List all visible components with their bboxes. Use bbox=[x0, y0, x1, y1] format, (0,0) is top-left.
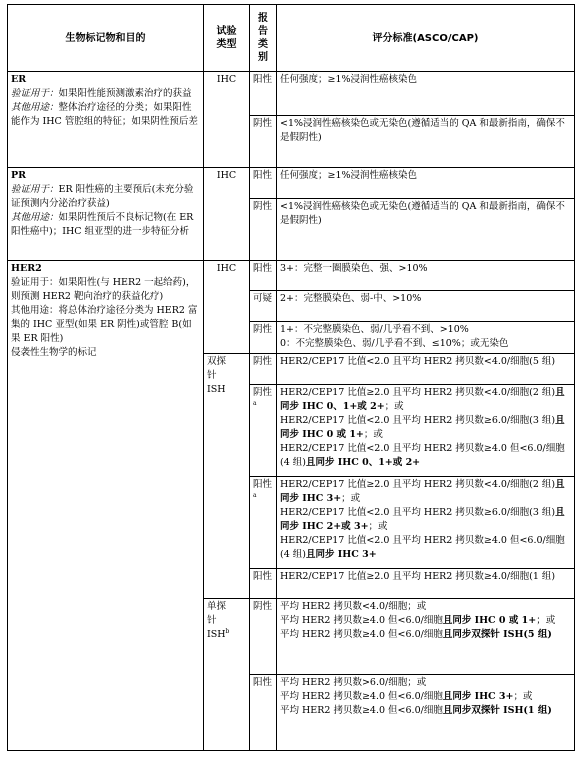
footnote-b-marker: b bbox=[225, 627, 230, 635]
pr-biomarker-cell bbox=[8, 168, 204, 261]
her2-dual-negative-criteria: HER2/CEP17 比值<2.0 且平均 HER2 拷贝数<4.0/细胞(5 组) bbox=[277, 354, 575, 385]
her2-biomarker-cell bbox=[8, 261, 204, 751]
pr-other-label: 其他用途： bbox=[11, 212, 59, 223]
her2-dual-positive-label: 阳性 bbox=[250, 569, 277, 599]
her2-other-text: 其他用途：将总体治疗途径分类为 HER2 富集的 IHC 亚型(如果 ER 阴性)或管腔 B(如果 ER 阳性) bbox=[11, 305, 198, 344]
header-biomarker: 生物标记物和目的 bbox=[8, 5, 204, 72]
pr-negative-label: 阴性 bbox=[250, 199, 277, 261]
her2-name: HER2 bbox=[11, 263, 42, 274]
her2-ihc-positive-criteria: 3+：完整一圈膜染色、强、>10% bbox=[277, 261, 575, 291]
her2-ihc-negative-line1: 1+：不完整膜染色、弱/几乎看不到、>10% bbox=[280, 324, 469, 335]
pr-positive-criteria: 任何强度；≥1%浸润性癌核染色 bbox=[277, 168, 575, 199]
er-other-label: 其他用途： bbox=[11, 102, 59, 113]
pr-method: IHC bbox=[204, 168, 250, 261]
her2-single-negative-criteria: 平均 HER2 拷贝数<4.0/细胞；或 平均 HER2 拷贝数≥4.0 但<6.0/细胞且同步 IHC 0 或 1+；或 平均 HER2 拷贝数≥4.0 但<6.0/细胞且同步双探针 ISH(5 组) bbox=[277, 599, 575, 675]
er-positive-criteria: 任何强度；≥1%浸润性癌核染色 bbox=[277, 72, 575, 116]
her2-ihc-method: IHC bbox=[204, 261, 250, 354]
her2-dual-ish-method: 双探 针 ISH bbox=[204, 354, 250, 599]
her2-ihc-equivocal-label: 可疑 bbox=[250, 291, 277, 322]
header-criteria: 评分标准(ASCO/CAP) bbox=[277, 5, 575, 72]
pr-validated-label: 验证用于： bbox=[11, 184, 59, 195]
er-other-text: 整体治疗途径的分类；如果阳性能作为 IHC 管腔组的特征；如果阴性预后差 bbox=[11, 102, 198, 127]
her2-ihc-negative-line2: 0：不完整膜染色、弱/几乎看不到、≤10%；或无染色 bbox=[280, 338, 509, 349]
her2-single-negative-label: 阴性 bbox=[250, 599, 277, 675]
biomarker-scoring-table bbox=[7, 4, 575, 751]
her2-dual-positive-b-label: 阳性$^a$ bbox=[250, 477, 277, 569]
table-header-row bbox=[8, 5, 575, 72]
footnote-a-marker: a bbox=[253, 399, 257, 407]
er-validated-text: 如果阳性能预测激素治疗的获益 bbox=[58, 88, 192, 99]
pr-other-text: 如果阴性预后不良标记物(在 ER 阳性癌中)；IHC 组亚型的进一步特征分析 bbox=[11, 212, 194, 237]
her2-validated-text: 验证用于：如果阳性(与 HER2 一起给药)，则预测 HER2 靶向治疗的获益化疗) bbox=[11, 277, 196, 302]
er-row-positive bbox=[8, 72, 575, 116]
her2-single-positive-criteria: 平均 HER2 拷贝数>6.0/细胞；或 平均 HER2 拷贝数≥4.0 但<6.0/细胞且同步 IHC 3+；或 平均 HER2 拷贝数≥4.0 但<6.0/细胞且同步双探针 ISH(1 组) bbox=[277, 675, 575, 751]
footnote-a-marker: a bbox=[253, 491, 257, 499]
her2-dual-positive-b-criteria: HER2/CEP17 比值≥2.0 且平均 HER2 拷贝数<4.0/细胞(2 组)且同步 IHC 3+；或 HER2/CEP17 比值<2.0 且平均 HER2 拷贝数≥6.0/细胞(3 组)且同步 IHC 2+或 3+；或 HER2/CEP17 比值<2.0 且平均 HER2 拷贝数≥4.0 但<6.0/细胞(4 组)且同步 IHC 3+ bbox=[277, 477, 575, 569]
her2-ihc-positive-label: 阳性 bbox=[250, 261, 277, 291]
er-method: IHC bbox=[204, 72, 250, 168]
pr-row-positive bbox=[8, 168, 575, 199]
pr-negative-criteria: <1%浸润性癌核染色或无染色(遵循适当的 QA 和最新指南，确保不是假阴性) bbox=[277, 199, 575, 261]
her2-ihc-row-positive bbox=[8, 261, 575, 291]
pr-name: PR bbox=[11, 170, 27, 181]
er-biomarker-cell bbox=[8, 72, 204, 168]
her2-single-ish-method: 单探 针 ISH$^b$ bbox=[204, 599, 250, 751]
her2-invasive-text: 侵袭性生物学的标记 bbox=[11, 347, 97, 358]
er-positive-label: 阳性 bbox=[250, 72, 277, 116]
her2-ihc-equivocal-criteria: 2+：完整膜染色、弱-中、>10% bbox=[277, 291, 575, 322]
pr-validated-text: ER 阳性癌的主要预后(未充分验证预测内分泌治疗获益) bbox=[11, 184, 194, 209]
er-validated-label: 验证用于： bbox=[11, 88, 59, 99]
her2-dual-negative-b-criteria: HER2/CEP17 比值≥2.0 且平均 HER2 拷贝数<4.0/细胞(2 组)且同步 IHC 0、1+或 2+；或 HER2/CEP17 比值<2.0 且平均 HER2 拷贝数≥6.0/细胞(3 组)且同步 IHC 0 或 1+；或 HER2/CEP17 比值<2.0 且平均 HER2 拷贝数≥4.0 但<6.0/细胞(4 组)且同步 IHC 0、1+或 2+ bbox=[277, 385, 575, 477]
pr-positive-label: 阳性 bbox=[250, 168, 277, 199]
er-negative-label: 阴性 bbox=[250, 116, 277, 168]
her2-dual-negative-label: 阴性 bbox=[250, 354, 277, 385]
her2-ihc-negative-criteria bbox=[277, 322, 575, 354]
her2-ihc-negative-label: 阴性 bbox=[250, 322, 277, 354]
her2-single-positive-label: 阳性 bbox=[250, 675, 277, 751]
her2-dual-negative-b-label: 阴性$^a$ bbox=[250, 385, 277, 477]
her2-dual-positive-criteria: HER2/CEP17 比值≥2.0 且平均 HER2 拷贝数≥4.0/细胞(1 组) bbox=[277, 569, 575, 599]
header-report-category: 报 告 类 别 bbox=[250, 5, 277, 72]
er-name: ER bbox=[11, 74, 27, 85]
header-method: 试验 类型 bbox=[204, 5, 250, 72]
er-negative-criteria: <1%浸润性癌核染色或无染色(遵循适当的 QA 和最新指南，确保不是假阴性) bbox=[277, 116, 575, 168]
